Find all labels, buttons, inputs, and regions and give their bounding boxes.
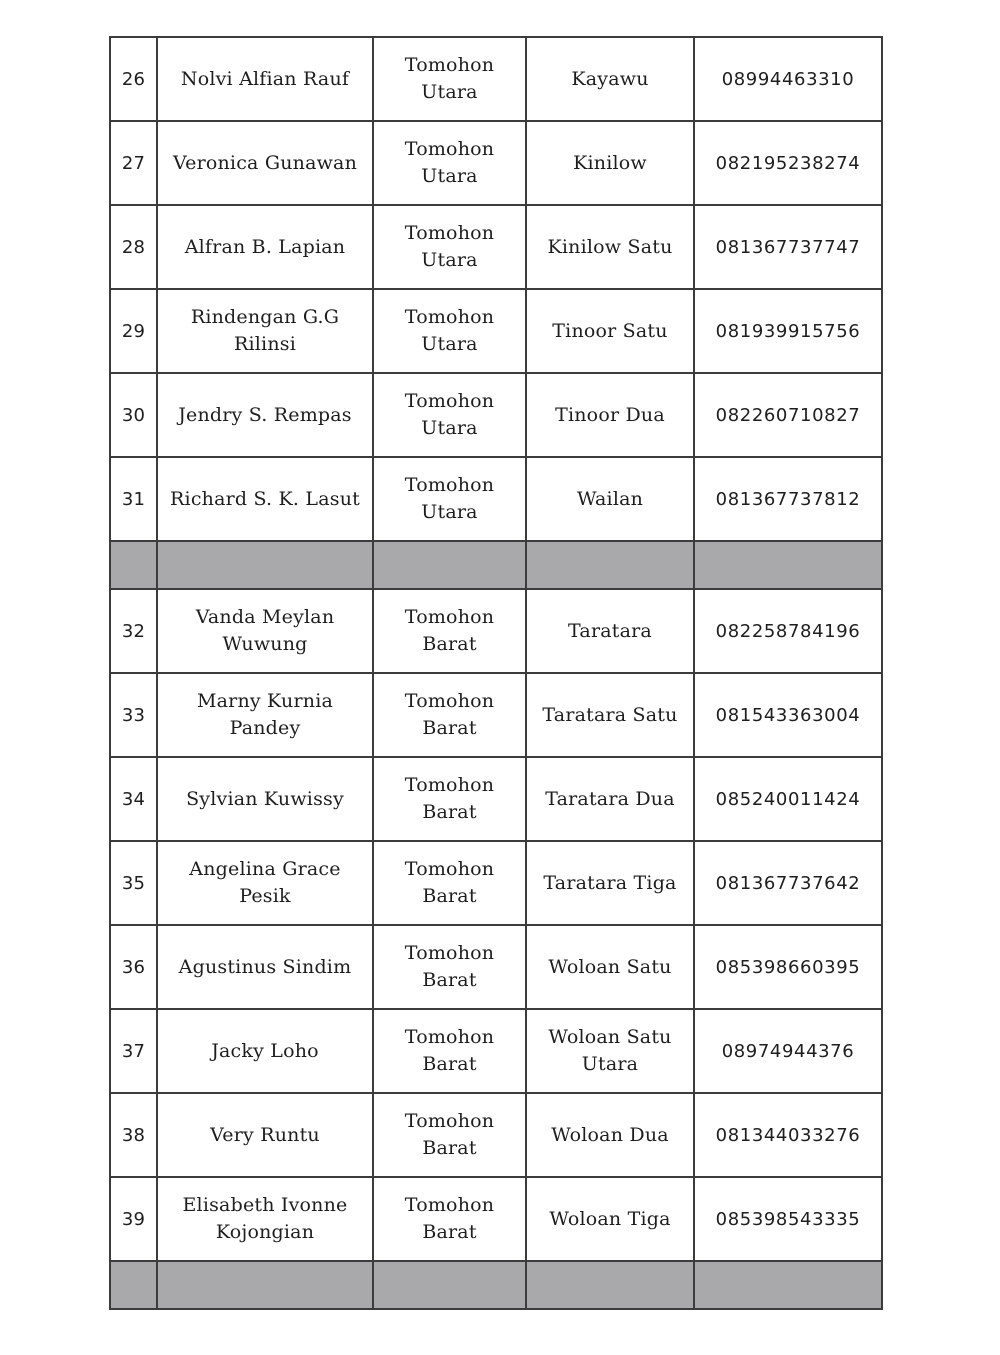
village-cell: Woloan Satu Utara: [526, 1009, 694, 1093]
phone-number-cell: 085398543335: [694, 1177, 882, 1261]
village-cell: Woloan Tiga: [526, 1177, 694, 1261]
row-number-cell: 32: [110, 589, 157, 673]
table-row: [110, 925, 882, 1009]
table-row: [110, 673, 882, 757]
district-cell: Tomohon Barat: [373, 1177, 526, 1261]
person-name-cell: Rindengan G.G Rilinsi: [157, 289, 373, 373]
district-cell: Tomohon Barat: [373, 841, 526, 925]
separator-cell: [526, 541, 694, 589]
row-number-cell: 36: [110, 925, 157, 1009]
table-row: [110, 121, 882, 205]
separator-cell: [373, 541, 526, 589]
person-name-cell: Nolvi Alfian Rauf: [157, 37, 373, 121]
separator-cell: [694, 1261, 882, 1309]
phone-number-cell: 085240011424: [694, 757, 882, 841]
district-cell: Tomohon Barat: [373, 757, 526, 841]
person-name-cell: Elisabeth Ivonne Kojongian: [157, 1177, 373, 1261]
village-cell: Woloan Dua: [526, 1093, 694, 1177]
person-name-cell: Richard S. K. Lasut: [157, 457, 373, 541]
village-cell: Tinoor Dua: [526, 373, 694, 457]
table-row: [110, 373, 882, 457]
person-name-cell: Sylvian Kuwissy: [157, 757, 373, 841]
district-cell: Tomohon Utara: [373, 37, 526, 121]
village-cell: Kinilow Satu: [526, 205, 694, 289]
row-number-cell: 38: [110, 1093, 157, 1177]
person-name-cell: Vanda Meylan Wuwung: [157, 589, 373, 673]
phone-number-cell: 082258784196: [694, 589, 882, 673]
district-cell: Tomohon Utara: [373, 205, 526, 289]
phone-number-cell: 085398660395: [694, 925, 882, 1009]
district-cell: Tomohon Barat: [373, 1009, 526, 1093]
row-number-cell: 37: [110, 1009, 157, 1093]
phone-number-cell: 08994463310: [694, 37, 882, 121]
phone-number-cell: 081543363004: [694, 673, 882, 757]
table-row: [110, 1093, 882, 1177]
row-number-cell: 28: [110, 205, 157, 289]
separator-cell: [157, 541, 373, 589]
table-row: [110, 1009, 882, 1093]
section-separator-row: [110, 1261, 882, 1309]
village-cell: Woloan Satu: [526, 925, 694, 1009]
separator-cell: [694, 541, 882, 589]
district-cell: Tomohon Barat: [373, 589, 526, 673]
village-cell: Taratara Dua: [526, 757, 694, 841]
village-cell: Tinoor Satu: [526, 289, 694, 373]
table-row: [110, 205, 882, 289]
phone-number-cell: 082195238274: [694, 121, 882, 205]
village-cell: Kayawu: [526, 37, 694, 121]
row-number-cell: 26: [110, 37, 157, 121]
person-name-cell: Veronica Gunawan: [157, 121, 373, 205]
separator-cell: [373, 1261, 526, 1309]
row-number-cell: 30: [110, 373, 157, 457]
table-row: [110, 841, 882, 925]
phone-number-cell: 081367737812: [694, 457, 882, 541]
village-cell: Taratara Satu: [526, 673, 694, 757]
phone-number-cell: 082260710827: [694, 373, 882, 457]
village-cell: Wailan: [526, 457, 694, 541]
table-row: [110, 589, 882, 673]
person-name-cell: Marny Kurnia Pandey: [157, 673, 373, 757]
row-number-cell: 35: [110, 841, 157, 925]
district-cell: Tomohon Utara: [373, 373, 526, 457]
person-name-cell: Alfran B. Lapian: [157, 205, 373, 289]
phone-number-cell: 081939915756: [694, 289, 882, 373]
person-name-cell: Angelina Grace Pesik: [157, 841, 373, 925]
separator-cell: [110, 1261, 157, 1309]
table-row: [110, 289, 882, 373]
separator-cell: [110, 541, 157, 589]
person-name-cell: Jacky Loho: [157, 1009, 373, 1093]
person-name-cell: Very Runtu: [157, 1093, 373, 1177]
district-cell: Tomohon Utara: [373, 289, 526, 373]
person-name-cell: Jendry S. Rempas: [157, 373, 373, 457]
phone-number-cell: 08974944376: [694, 1009, 882, 1093]
district-cell: Tomohon Barat: [373, 1093, 526, 1177]
row-number-cell: 39: [110, 1177, 157, 1261]
row-number-cell: 31: [110, 457, 157, 541]
table-row: [110, 37, 882, 121]
row-number-cell: 34: [110, 757, 157, 841]
table-row: [110, 457, 882, 541]
separator-cell: [157, 1261, 373, 1309]
village-cell: Taratara: [526, 589, 694, 673]
phone-number-cell: 081367737642: [694, 841, 882, 925]
separator-cell: [526, 1261, 694, 1309]
phone-number-cell: 081367737747: [694, 205, 882, 289]
document-page: [109, 36, 881, 1310]
district-cell: Tomohon Utara: [373, 457, 526, 541]
village-cell: Kinilow: [526, 121, 694, 205]
district-cell: Tomohon Utara: [373, 121, 526, 205]
district-cell: Tomohon Barat: [373, 925, 526, 1009]
contact-table: [109, 36, 883, 1310]
table-row: [110, 757, 882, 841]
row-number-cell: 27: [110, 121, 157, 205]
row-number-cell: 33: [110, 673, 157, 757]
phone-number-cell: 081344033276: [694, 1093, 882, 1177]
village-cell: Taratara Tiga: [526, 841, 694, 925]
person-name-cell: Agustinus Sindim: [157, 925, 373, 1009]
section-separator-row: [110, 541, 882, 589]
district-cell: Tomohon Barat: [373, 673, 526, 757]
row-number-cell: 29: [110, 289, 157, 373]
table-row: [110, 1177, 882, 1261]
